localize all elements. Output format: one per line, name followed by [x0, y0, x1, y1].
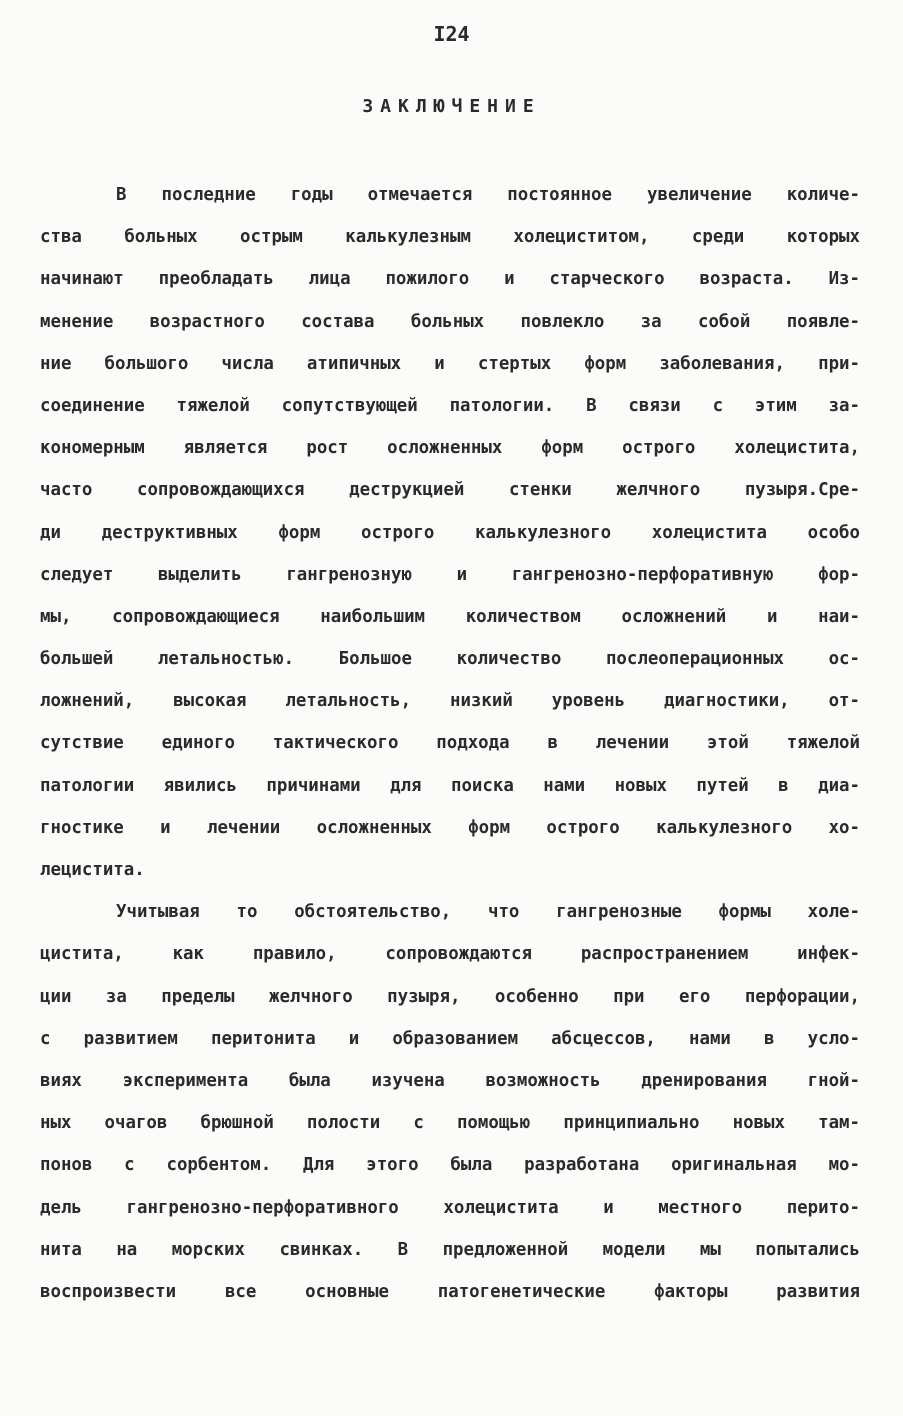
text-line: патологии явились причинами для поиска нами новых путей в диа- — [40, 775, 860, 796]
text-line: ных очагов брюшной полости с помощью принципиально новых там- — [40, 1113, 860, 1134]
text-line: понов с сорбентом. Для этого была разработана оригинальная мо- — [40, 1155, 860, 1176]
text-line: Учитывая то обстоятельство, что гангренозные формы холе- — [116, 902, 860, 923]
text-line: сутствие единого тактического подхода в лечении этой тяжелой — [40, 733, 860, 754]
text-line: цистита, как правило, сопровождаются распространением инфек- — [40, 944, 860, 965]
text-line: ства больных острым калькулезным холециститом, среди которых — [40, 227, 860, 248]
text-line: дель гангренозно-перфоративного холецистита и местного перито- — [40, 1197, 860, 1218]
page-number: I24 — [433, 22, 470, 46]
section-heading: ЗАКЛЮЧЕНИЕ — [362, 96, 541, 117]
text-line: кономерным является рост осложненных форм острого холецистита, — [40, 438, 860, 459]
text-line: менение возрастного состава больных повлекло за собой появле- — [40, 311, 860, 332]
text-line: ди деструктивных форм острого калькулезного холецистита особо — [40, 522, 860, 543]
text-line: В последние годы отмечается постоянное увеличение количе- — [116, 185, 860, 205]
text-line: с развитием перитонита и образованием абсцессов, нами в усло- — [40, 1028, 860, 1049]
text-line: ложнений, высокая летальность, низкий уровень диагностики, от- — [40, 691, 860, 712]
text-line: воспроизвести все основные патогенетические факторы развития — [40, 1281, 860, 1302]
text-line: мы, сопровождающиеся наибольшим количеством осложнений и наи- — [40, 606, 860, 627]
text-line: часто сопровождающихся деструкцией стенки желчного пузыря.Сре- — [40, 480, 860, 501]
text-line: лецистита. — [40, 860, 145, 880]
text-line: виях эксперимента была изучена возможность дренирования гной- — [40, 1070, 860, 1091]
text-line: ции за пределы желчного пузыря, особенно при его перфорации, — [40, 986, 860, 1007]
text-line: следует выделить гангренозную и гангренозно-перфоративную фор- — [40, 564, 860, 585]
text-line: начинают преобладать лица пожилого и старческого возраста. Из- — [40, 269, 860, 290]
text-line: соединение тяжелой сопутствующей патологии. В связи с этим за- — [40, 395, 860, 416]
text-line: ние большого числа атипичных и стертых форм заболевания, при- — [40, 353, 860, 374]
text-line: большей летальностью. Большое количество послеоперационных ос- — [40, 649, 860, 670]
text-line: гностике и лечении осложненных форм острого калькулезного хо- — [40, 817, 860, 838]
text-line: нита на морских свинках. В предложенной модели мы попытались — [40, 1239, 860, 1260]
body-text — [40, 180, 860, 1319]
